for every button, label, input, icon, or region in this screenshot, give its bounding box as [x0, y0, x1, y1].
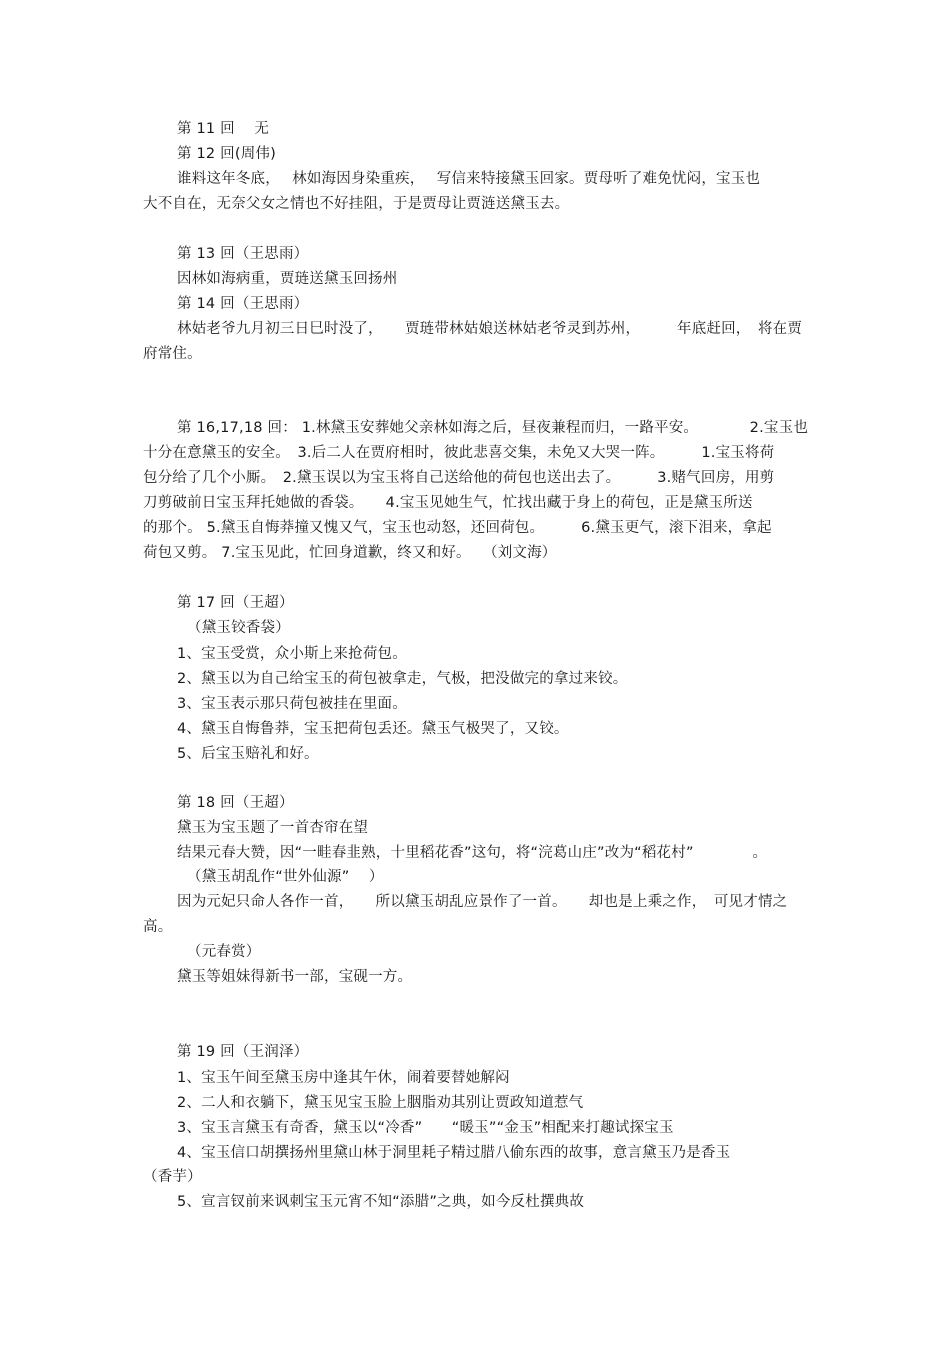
- paragraph-line: 林姑老爷九月初三日巳时没了， 贾琏带林姑娘送林姑老爷灵到苏州， 年底赶回， 将在贾: [177, 321, 803, 337]
- paragraph-line: 黛玉等姐妹得新书一部，宝砚一方。: [177, 969, 413, 985]
- chapter-17-subtitle: （黛玉铰香袋）: [187, 620, 290, 636]
- paragraph-line: 黛玉为宝玉题了一首杏帘在望: [177, 820, 369, 836]
- paragraph-line: 刀剪破前日宝玉拜托她做的香袋。 4.宝玉见她生气，忙找出藏于身上的荷包，正是黛玉所送: [143, 495, 753, 511]
- paragraph-line: 因林如海病重，贾琏送黛玉回扬州: [177, 271, 398, 287]
- paragraph-line: 十分在意黛玉的安全。 3.后二人在贾府相时，彼此悲喜交集，未免又大哭一阵。 1.宝玉将荷: [143, 445, 775, 461]
- list-item: 1、宝玉受赏，众小斯上来抢荷包。: [177, 646, 407, 662]
- chapter-18-heading: 第 18 回（王超）: [177, 795, 294, 811]
- list-item: 5、宣言钗前来讽刺宝玉元宵不知“添腊”之典，如今反杜撰典故: [177, 1194, 585, 1210]
- paragraph-line: 的那个。 5.黛玉自悔莽撞又愧又气，宝玉也动怒，还回荷包。 6.黛玉更气，滚下泪来，拿起: [143, 520, 772, 536]
- paragraph-line: 结果元春大赞，因“一畦春韭熟，十里稻花香”这句，将“浣葛山庄”改为“稻花村” 。: [177, 845, 768, 861]
- paragraph-line: （黛玉胡乱作“世外仙源” ）: [187, 869, 384, 885]
- list-item-continuation: （香芋）: [143, 1169, 202, 1185]
- list-item: 4、黛玉自悔鲁莽，宝玉把荷包丢还。黛玉气极哭了，又铰。: [177, 721, 569, 737]
- paragraph-line: 高。: [143, 919, 173, 935]
- paragraph-line: 府常住。: [143, 346, 202, 362]
- paragraph-line: 谁料这年冬底， 林如海因身染重疾， 写信来特接黛玉回家。贾母听了难免忧闷，宝玉也: [177, 171, 761, 187]
- chapter-12-heading: 第 12 回(周伟): [177, 146, 276, 162]
- paragraph-line: 因为元妃只命人各作一首， 所以黛玉胡乱应景作了一首。 却也是上乘之作， 可见才情之: [177, 894, 788, 910]
- paragraph-line: （元春赏）: [187, 944, 261, 960]
- list-item: 2、黛玉以为自己给宝玉的荷包被拿走，气极，把没做完的拿过来铰。: [177, 671, 628, 687]
- chapter-17-heading: 第 17 回（王超）: [177, 595, 294, 611]
- list-item: 1、宝玉午间至黛玉房中逢其午休，闹着要替她解闷: [177, 1070, 510, 1086]
- chapter-11-heading: 第 11 回 无: [177, 121, 270, 137]
- paragraph-line: 荷包又剪。 7.宝玉见此，忙回身道歉，终又和好。 （刘文海）: [143, 545, 557, 561]
- list-item: 5、后宝玉赔礼和好。: [177, 746, 319, 762]
- paragraph-line: 大不自在，无奈父女之情也不好挂阻，于是贾母让贾涟送黛玉去。: [143, 196, 570, 212]
- chapter-19-heading: 第 19 回（王润泽）: [177, 1044, 309, 1060]
- chapter-13-heading: 第 13 回（王思雨）: [177, 246, 309, 262]
- list-item: 3、宝玉言黛玉有奇香，黛玉以“冷香” “暖玉”“金玉”相配来打趣试探宝玉: [177, 1120, 674, 1136]
- list-item: 3、宝玉表示那只荷包被挂在里面。: [177, 696, 407, 712]
- chapter-14-heading: 第 14 回（王思雨）: [177, 296, 309, 312]
- paragraph-line: 包分给了几个小厮。 2.黛玉误以为宝玉将自己送给他的荷包也送出去了。 3.赌气回房，用剪: [143, 470, 775, 486]
- chapter-16-18-paragraph: 第 16,17,18 回： 1.林黛玉安葬她父亲林如海之后，昼夜兼程而归，一路平安。 2.宝玉也: [177, 420, 809, 436]
- list-item: 4、宝玉信口胡撰扬州里黛山林于洞里耗子精过腊八偷东西的故事，意言黛玉乃是香玉: [177, 1145, 731, 1161]
- list-item: 2、二人和衣躺下，黛玉见宝玉脸上胭脂劝其别让贾政知道惹气: [177, 1095, 584, 1111]
